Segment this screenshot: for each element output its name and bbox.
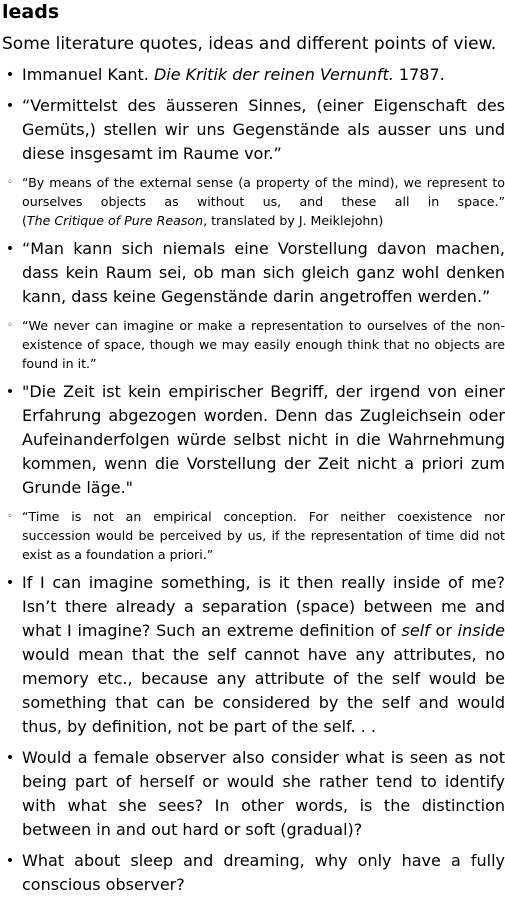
circle-bullet-icon: ◦ (7, 511, 13, 522)
leads-list (2, 63, 505, 897)
idea-text: Would a female observer also consider what is seen as not being part of herself or would she rather tend to identify with what she sees? In other words, is the distinction between in and out hard or soft (gradual)? (22, 748, 505, 839)
work-title: Die Kritik der reinen Vernunft. (153, 65, 394, 84)
list-item-quote-german-3 (2, 380, 505, 500)
year: 1787. (393, 65, 445, 84)
list-item-idea-observer (2, 746, 505, 842)
quote-text: “By means of the external sense (a property of the mind), we represent to ourselves objects as without us, and these all in space.” (22, 175, 505, 209)
circle-bullet-icon: ◦ (7, 320, 13, 331)
list-item-idea-sleep (2, 849, 505, 897)
idea-text-continued: would mean that the self cannot have any attributes, no memory etc., because any attribute of the self would be something that can be considered by the self and would thus, by definition, not be part of the self. . . (22, 645, 505, 736)
bullet-icon: • (5, 67, 15, 83)
quote-text: “Vermittelst des äusseren Sinnes, (einer Eigenschaft des Gemüts,) stellen wir uns Gegenstände als ausser uns und diese insgesamt im Raume vor.” (22, 96, 505, 163)
list-item-quote-german-2 (2, 237, 505, 309)
book-title: The Critique of Pure Reason (26, 213, 204, 228)
list-item-idea-self (2, 571, 505, 739)
idea-text: If I can imagine something, is it then really inside of me? Isn’t there already a separation (space) between me and what I imagine? Such an extreme definition of (22, 573, 505, 640)
quote-text: “Man kann sich niemals eine Vorstellung davon machen, dass kein Raum sei, ob man sich gleich ganz wohl denken kann, dass keine Gegenstände darin angetroffen werden.” (22, 239, 505, 306)
emphasis-inside: inside (457, 621, 505, 640)
list-item-quote-english-2 (2, 316, 505, 373)
bullet-icon: • (5, 241, 15, 257)
quote-text: "Die Zeit ist kein empirischer Begriff, der irgend von einer Erfahrung abgezogen worden. Denn das Zugleichsein oder Aufeinanderfolgen würde selbst nicht in die Wahrnehmung kommen, wenn die Vorstellung der Zeit nicht a priori zum Grunde läge." (22, 382, 505, 497)
list-item-kant (2, 63, 505, 87)
bullet-icon: • (5, 575, 15, 591)
list-item-quote-english-3 (2, 507, 505, 564)
translator-note: , translated by J. Meiklejohn) (203, 213, 384, 228)
circle-bullet-icon: ◦ (7, 177, 13, 188)
bullet-icon: • (5, 384, 15, 400)
idea-text: What about sleep and dreaming, why only have a fully conscious observer? (22, 851, 505, 894)
quote-text: “Time is not an empirical conception. For neither coexistence nor succession would be perceived by us, if the representation of time did not exist as a foundation a priori.” (22, 509, 505, 562)
quote-text: “We never can imagine or make a representation to ourselves of the non-existence of space, though we may easily enough think that no objects are found in it.” (22, 318, 505, 371)
list-item-quote-english-1 (2, 173, 505, 230)
intro-text: Some literature quotes, ideas and different points of view. (2, 34, 497, 54)
connector-text: or (429, 621, 458, 640)
author-name: Immanuel Kant. (22, 65, 154, 84)
page-title: leads (2, 1, 60, 23)
bullet-icon: • (5, 853, 15, 869)
bullet-icon: • (5, 750, 15, 766)
open-paren: ( (22, 213, 27, 228)
bullet-icon: • (5, 98, 15, 114)
list-item-quote-german-1 (2, 94, 505, 166)
emphasis-self: self (401, 621, 430, 640)
